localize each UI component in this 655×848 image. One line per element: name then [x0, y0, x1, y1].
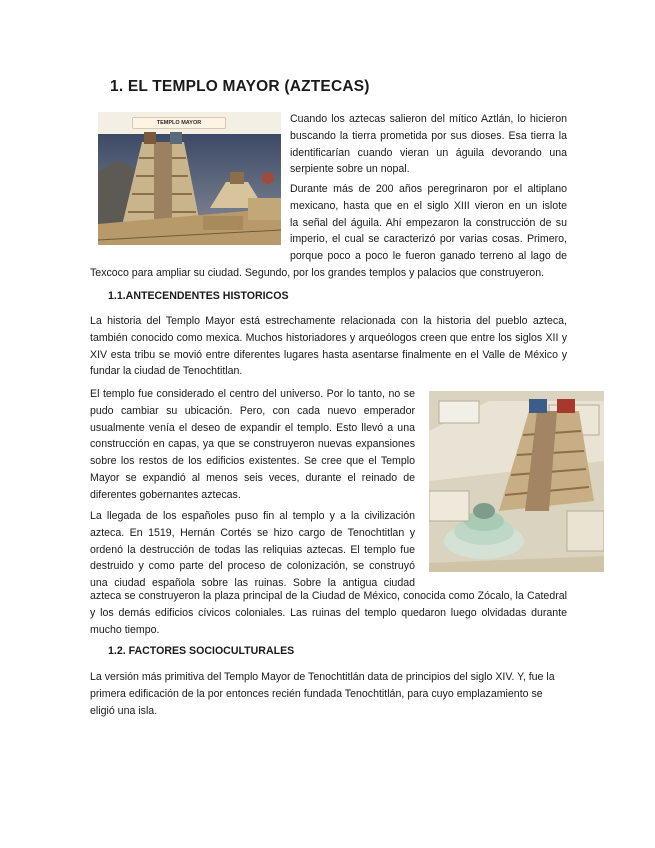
intro-paragraph-1: Cuando los aztecas salieron del mítico Aztlán, lo hicieron buscando la tierra prometida por sus dioses. Esa tierra la identificarían cuando vieran un águila devorando una serpiente sobre un nopal.	[290, 113, 567, 176]
intro-paragraph-2-narrow	[290, 181, 567, 265]
intro-paragraph-2-wide	[90, 265, 567, 282]
intro-line: imperio, el cual se caracterizó por varias cosas. Primero,	[290, 233, 567, 246]
page-title: 1. EL TEMPLO MAYOR (AZTECAS)	[110, 78, 370, 95]
templo-mayor-illustration	[98, 112, 281, 245]
intro-line: mexicano, hasta que en el siglo XIII vieron en un islote	[290, 199, 567, 212]
section-heading-antecedentes: 1.1.ANTECENDENTES HISTORICOS	[108, 290, 289, 302]
section1-paragraph-2: El templo fue considerado el centro del universo. Por lo tanto, no se pudo cambiar su ubicación. Pero, con cada nuevo emperador usualmente venía el deseo de expandir el templo. Esto llevó a una construcción en capas, ya que se construyeron nuevas expansiones sobre los restos de los edificios existentes. Se cree que el Templo Mayor se expandió al menos seis veces, durante el reinado de diferentes gobernantes aztecas.	[90, 388, 415, 501]
section1-paragraph-3-narrow: La llegada de los españoles puso fin al templo y a la civilización azteca. En 1519, Hernán Cortés se hizo cargo de Tenochtitlan y ordenó la destrucción de todas las reliquias aztecas. El templo fue destruido y como parte del proceso de colonización, se construyó una ciudad española sobre las ruinas. Sobre la antigua ciudad	[90, 510, 415, 590]
temple-scene-icon	[98, 112, 281, 245]
intro-line: Durante más de 200 años peregrinaron por el altiplano	[290, 183, 567, 195]
section1-paragraph-3-wide: azteca se construyeron la plaza principal de la Ciudad de México, conocida como Zócalo, la Catedral y los demás edificios cívicos coloniales. Las ruinas del templo quedaron luego olvidadas durante mucho tiempo.	[90, 590, 567, 636]
intro-line: la señal del águila. Ahí empezaron la construcción de su	[290, 216, 567, 229]
section1-paragraph-1: La historia del Templo Mayor está estrechamente relacionada con la historia del pueblo azteca, también conocido como mexica. Muchos historiadores y arqueólogos creen que entre los siglos XII y XIV esta tribu se movió entre diferentes lugares hasta asentarse finalmente en el Valle de México y fundar la ciudad de Tenochtitlan.	[90, 315, 567, 378]
templo-mayor-complex-illustration	[429, 391, 604, 572]
image-caption-label: TEMPLO MAYOR	[132, 117, 226, 129]
intro-line: Texcoco para ampliar su ciudad. Segundo, por los grandes templos y palacios que construyeron.	[90, 267, 545, 279]
temple-complex-icon	[429, 391, 604, 572]
section2-paragraph-1: La versión más primitiva del Templo Mayor de Tenochtitlán data de principios del siglo XIV. Y, fue la primera edificación de la por entonces recién fundada Tenochtitlán, para cuyo emplazamiento se eligió una isla.	[90, 671, 555, 717]
intro-line: porque poco a poco le fueron ganado terreno al lago de	[290, 250, 567, 263]
section-heading-factores: 1.2. FACTORES SOCIOCULTURALES	[108, 645, 295, 657]
